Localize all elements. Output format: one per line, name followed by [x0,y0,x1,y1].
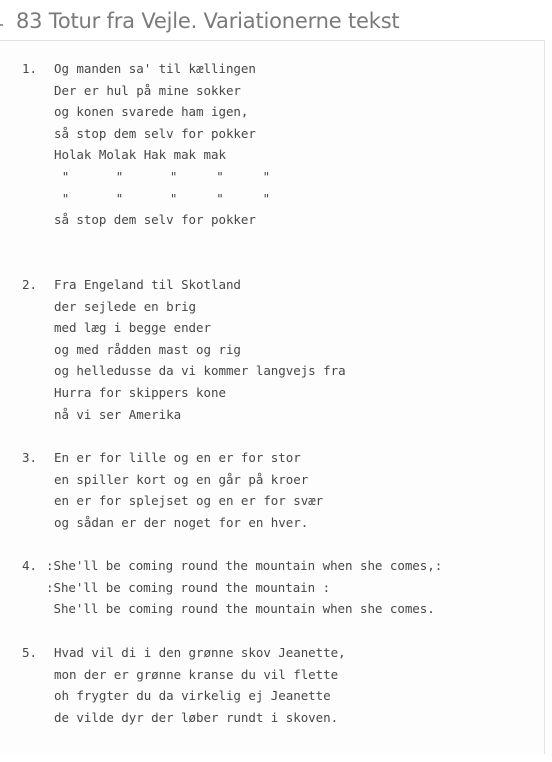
stanza-number: 2. [22,277,37,292]
verse-line: Hvad vil di i den grønne skov Jeanette, [54,645,346,660]
verse-line: :She'll be coming round the mountain : [46,579,331,595]
stanza-number: 4. [22,558,37,573]
verse-line: så stop dem selv for pokker [54,212,256,228]
verse-line: Hurra for skippers kone [54,384,226,400]
verse-line: En er for lille og en er for stor [54,450,301,465]
ditto-line: " " " " " [54,168,271,184]
verse-line: She'll be coming round the mountain when she comes. [46,601,435,617]
verse-line: og konen svarede ham igen, [54,104,249,120]
verse-line: en spiller kort og en går på kroer [54,471,309,487]
ditto-line: " " " " " [54,190,271,206]
stanza-number: 5. [22,645,37,660]
verse-line: Der er hul på mine sokker [54,82,241,98]
verse-line: en er for splejset og en er for svær [54,493,324,509]
verse-line: med læg i begge ender [54,320,211,336]
verse-line: og med rådden mast og rig [54,341,241,357]
stanza-2 [22,274,346,425]
ditto-marks [54,166,270,209]
stanza-number: 3. [22,450,37,465]
stanza-3 [22,447,323,533]
page-title: 83 Totur fra Vejle. Variationerne tekst [16,9,400,33]
verse-line: mon der er grønne kranse du vil flette [54,666,339,682]
verse-line: Fra Engeland til Skotland [54,277,241,292]
verse-line: nå vi ser Amerika [54,406,182,422]
verse-line: og helledusse da vi kommer langvejs fra [54,363,346,379]
stanza-5 [22,642,346,728]
verse-line: oh frygter du da virkelig ej Jeanette [54,688,331,704]
verse-line: Og manden sa' til kællingen [54,61,256,76]
verse-line: :She'll be coming round the mountain when she comes,: [46,558,443,573]
stanza-number: 1. [22,61,37,76]
verse-line: så stop dem selv for pokker [54,125,256,141]
scan-right-edge [544,40,545,754]
verse-line: Holak Molak Hak mak mak [54,147,226,163]
page-edge-mark [0,24,3,26]
stanza-4 [22,555,442,620]
verse-line: og sådan er der noget for en hver. [54,514,309,530]
stanza-1 [22,58,270,231]
verse-line: der sejlede en brig [54,298,197,314]
verse-line: de vilde dyr der løber rundt i skoven. [54,709,339,725]
